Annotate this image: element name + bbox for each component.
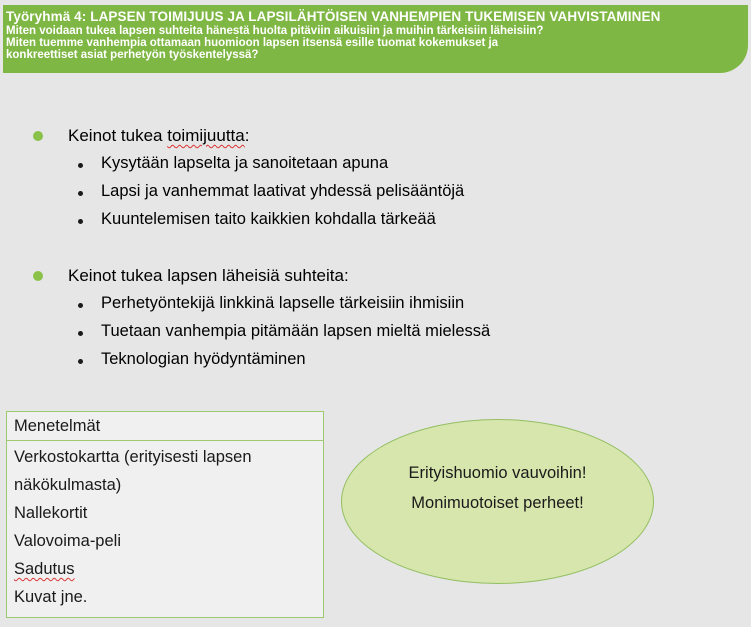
section-heading [68, 126, 249, 146]
methods-heading: Menetelmät [7, 412, 323, 441]
methods-item: Nallekortit [14, 504, 88, 522]
highlight-oval [341, 419, 654, 584]
header-question-3: konkreettiset asiat perhetyön työskentelyssä? [6, 49, 259, 61]
slide-title: Työryhmä 4: LAPSEN TOIMIJUUS JA LAPSILÄHTÖISEN VANHEMPIEN TUKEMISEN VAHVISTAMINEN [6, 9, 661, 24]
section-bullet-icon [33, 271, 43, 281]
bullet-icon [78, 163, 83, 168]
header-question-2: Miten tuemme vanhempia ottamaan huomioon lapsen itsensä esille tuomat kokemukset ja [6, 37, 499, 49]
oval-line-1: Erityishuomio vauvoihin! [408, 464, 587, 482]
heading-suffix: : [244, 126, 250, 145]
methods-item: Valovoima-peli [14, 532, 121, 550]
oval-line-2: Monimuotoiset perheet! [411, 494, 584, 512]
bullet-icon [78, 191, 83, 196]
section-heading: Keinot tukea lapsen läheisiä suhteita: [68, 266, 349, 285]
bullet-icon [78, 219, 83, 224]
section-bullet-icon [33, 131, 43, 141]
methods-list [14, 443, 314, 611]
methods-item: Kuvat jne. [14, 588, 88, 606]
methods-item: näkökulmasta) [14, 476, 122, 494]
bullet-icon [78, 331, 83, 336]
methods-item-text: Sadutus [14, 560, 75, 578]
methods-item: Verkostokartta (erityisesti lapsen [14, 448, 252, 466]
slide: Työryhmä 4: LAPSEN TOIMIJUUS JA LAPSILÄHTÖISEN VANHEMPIEN TUKEMISEN VAHVISTAMINEN Miten voidaan tukea lapsen suhteita hänestä huolta pitäviin aikuisiin ja muihin tärkeisiin läheisiin? Miten tuemme vanhempia ottamaan huomioon lapsen itsensä esille tuomat kokemukset ja konkreettiset asiat perhetyön työskentelyssä? Keinot tukea toimijuutta: Kysytään lapselta ja sanoitetaan apuna Lapsi ja vanhemmat laativat yhdessä pelisääntöjä Kuuntelemisen taito kaikkien kohdalla tärkeää Keinot tukea lapsen läheisiä suhteita: Perhetyöntekijä linkkinä lapselle tärkeisiin ihmisiin Tuetaan vanhempia pitämään lapsen mieltä mielessä Teknologian hyödyntäminen Menetelmät Verkostokartta (erityisesti lapsen näkökulmasta) Nallekortit Valovoima-peli Sadutus Kuvat jne. Erityishuomio vauvoihin! Monimuotoiset perheet! [0, 0, 751, 627]
header-question-1: Miten voidaan tukea lapsen suhteita hänestä huolta pitäviin aikuisiin ja muihin tärkeisiin läheisiin? [6, 25, 544, 37]
methods-box [6, 411, 324, 618]
heading-keyword: toimijuutta [167, 126, 245, 145]
bullet-icon [78, 303, 83, 308]
header-banner [3, 5, 748, 73]
bullet-icon [78, 359, 83, 364]
methods-item [14, 555, 314, 583]
heading-prefix: Keinot tukea [68, 126, 168, 145]
